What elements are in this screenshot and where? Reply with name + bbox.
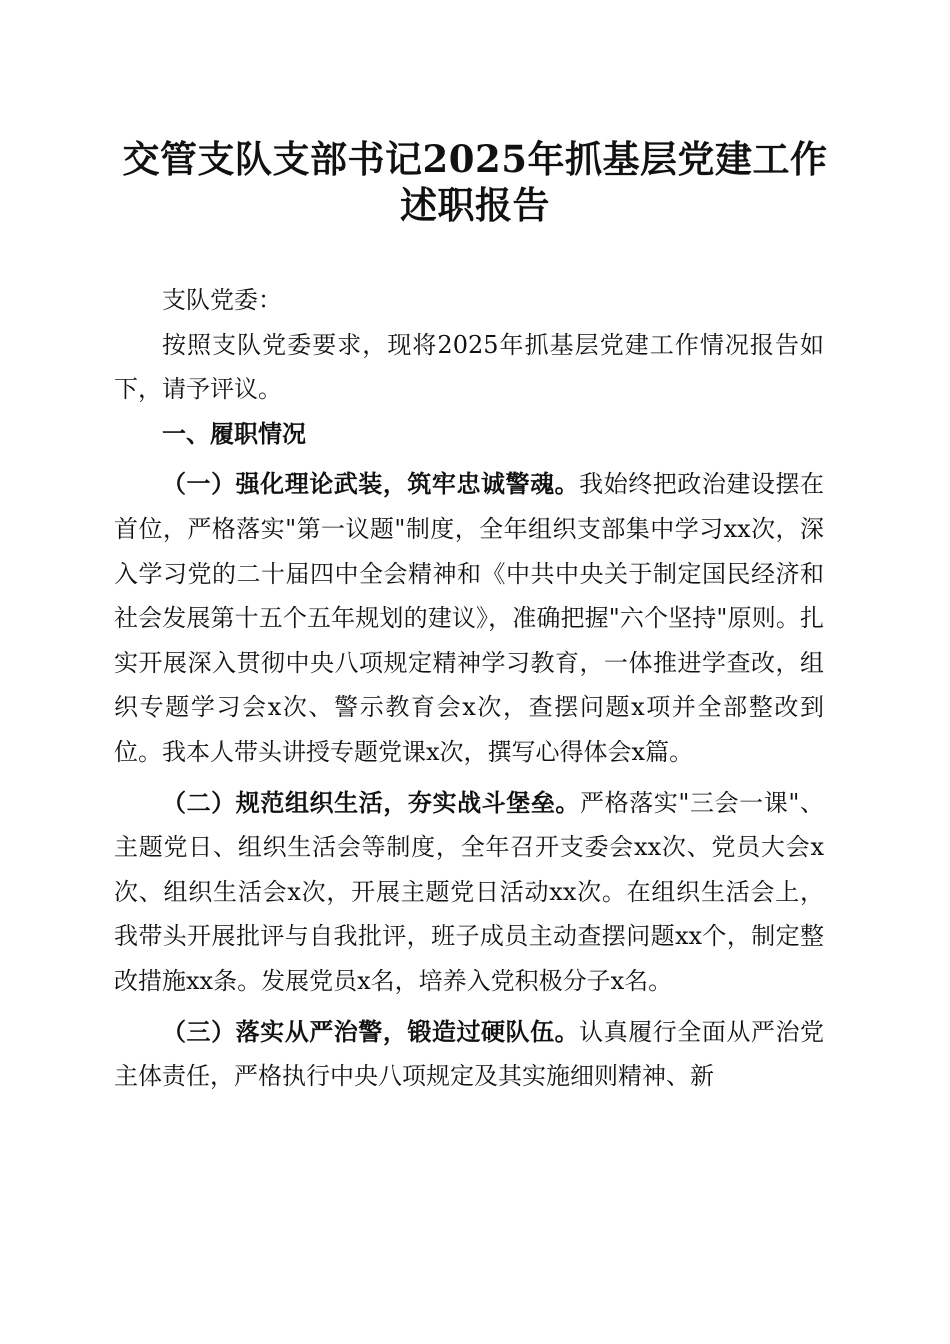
- paragraph-3: [114, 1010, 824, 1099]
- paragraph-3-heading: （三）落实从严治警，锻造过硬队伍。: [162, 1016, 580, 1046]
- paragraph-1-heading: （一）强化理论武装，筑牢忠诚警魂。: [162, 469, 580, 499]
- section-heading: 一、履职情况: [162, 418, 306, 448]
- document-title: 交管支队支部书记2025年抓基层党建工作述职报告: [122, 137, 828, 227]
- intro-paragraph: 按照支队党委要求，现将2025年抓基层党建工作情况报告如下，请予评议。: [114, 330, 824, 404]
- paragraph-1: [114, 462, 824, 774]
- paragraph-2-text: 严格落实"三会一课"、主题党日、组织生活会等制度，全年召开支委会xx次、党员大会x次、组织生活会x次，开展主题党日活动xx次。在组织生活会上，我带头开展批评与自我批评，班子成员主动查摆问题xx个，制定整改措施xx条。发展党员x名，培养入党积极分子x名。: [114, 788, 825, 995]
- paragraph-2: [114, 781, 824, 1004]
- paragraph-2-heading: （二）规范组织生活，夯实战斗堡垒。: [162, 787, 581, 817]
- document-body: [114, 278, 824, 1099]
- paragraph-1-text: 我始终把政治建设摆在首位，严格落实"第一议题"制度，全年组织支部集中学习xx次，深入学习党的二十届四中全会精神和《中共中央关于制定国民经济和社会发展第十五个五年规划的建议》，准确把握"六个坚持"原则。扎实开展深入贯彻中央八项规定精神学习教育，一体推进学查改，组织专题学习会x次、警示教育会x次，查摆问题x项并全部整改到位。我本人带头讲授专题党课x次，撰写心得体会x篇。: [114, 470, 825, 766]
- salutation: 支队党委：: [162, 286, 282, 314]
- paragraph-3-text: 认真履行全面从严治党主体责任，严格执行中央八项规定及其实施细则精神、新: [114, 1017, 825, 1091]
